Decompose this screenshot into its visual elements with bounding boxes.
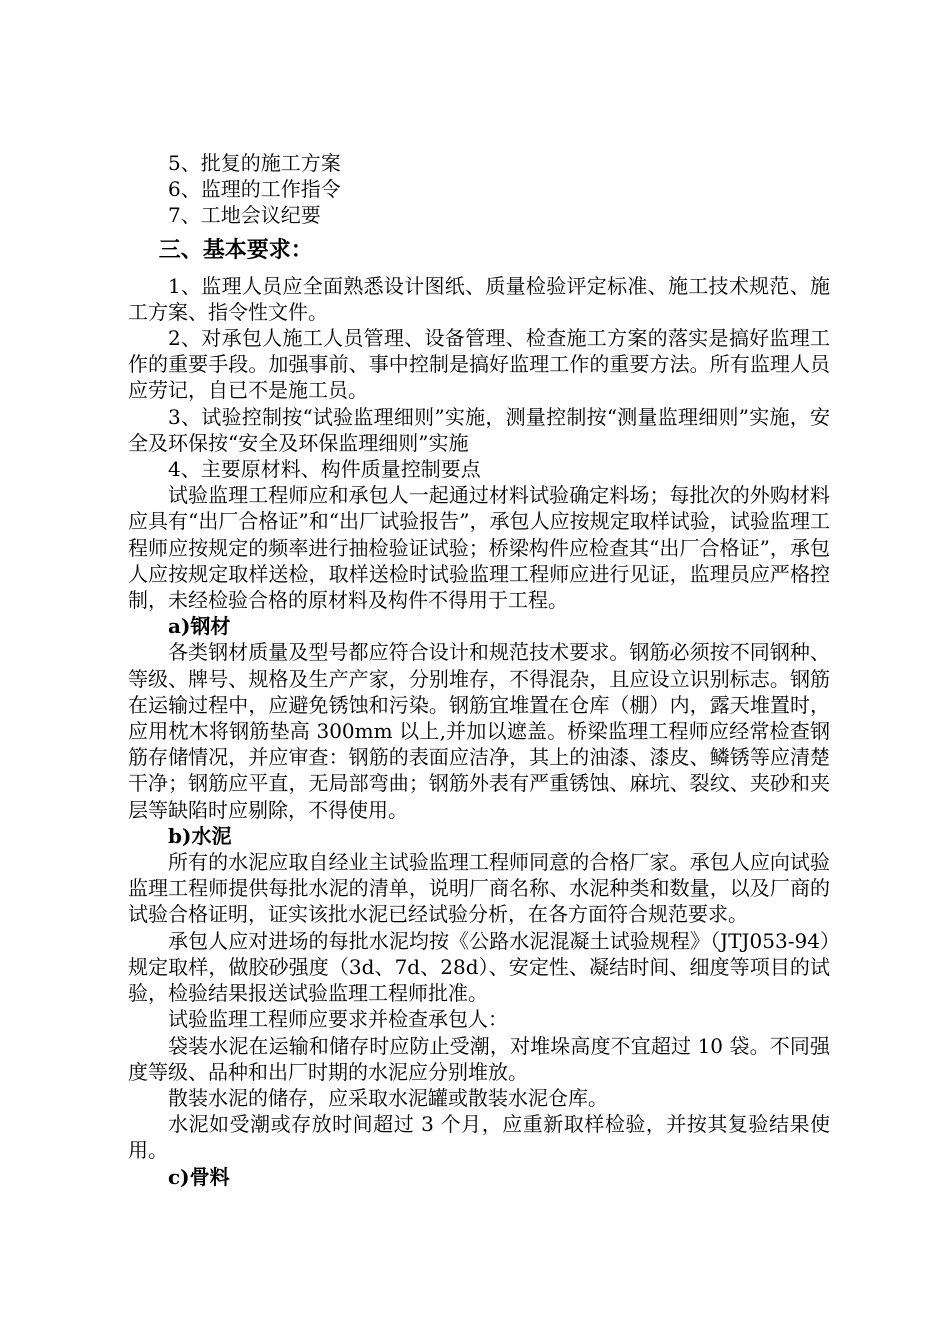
paragraph: 3、试验控制按“试验监理细则”实施，测量控制按“测量监理细则”实施，安全及环保按“安全及环保监理细则”实施 xyxy=(128,404,830,455)
paragraph: 试验监理工程师应和承包人一起通过材料试验确定料场；每批次的外购材料应具有“出厂合格证”和“出厂试验报告”，承包人应按规定取样试验，试验监理工程师应按规定的频率进行抽检验证试验；桥梁构件应检查其“出厂合格证”，承包人应按规定取样送检，取样送检时试验监理工程师应进行见证，监理员应严格控制，未经检验合格的原材料及构件不得用于工程。 xyxy=(128,483,830,613)
section-title: 三、基本要求： xyxy=(158,236,313,263)
paragraph: 试验监理工程师应要求并检查承包人： xyxy=(168,1007,508,1032)
subsection-heading-steel: a)钢材 xyxy=(168,614,231,639)
paragraph: 2、对承包人施工人员管理、设备管理、检查施工方案的落实是搞好监理工作的重要手段。加强事前、事中控制是搞好监理工作的重要方法。所有监理人员应劳记，自已不是施工员。 xyxy=(128,326,830,403)
paragraph: 4、主要原材料、构件质量控制要点 xyxy=(168,457,481,482)
subsection-heading-aggregate: c)骨料 xyxy=(168,1164,230,1189)
subsection-heading-cement: b)水泥 xyxy=(168,823,232,848)
paragraph: 水泥如受潮或存放时间超过 3 个月，应重新取样检验，并按其复验结果使用。 xyxy=(128,1112,830,1163)
paragraph: 所有的水泥应取自经业主试验监理工程师同意的合格厂家。承包人应向试验监理工程师提供每批水泥的清单，说明厂商名称、水泥种类和数量，以及厂商的试验合格证明，证实该批水泥已经试验分析，在各方面符合规范要求。 xyxy=(128,850,830,927)
paragraph: 袋装水泥在运输和储存时应防止受潮，对堆垛高度不宜超过 10 袋。不同强度等级、品种和出厂时期的水泥应分别堆放。 xyxy=(128,1033,830,1084)
paragraph: 1、监理人员应全面熟悉设计图纸、质量检验评定标准、施工技术规范、施工方案、指令性文件。 xyxy=(128,273,830,324)
paragraph: 散装水泥的储存，应采取水泥罐或散装水泥仓库。 xyxy=(168,1085,608,1110)
document-body xyxy=(128,150,830,1190)
list-item: 5、批复的施工方案 xyxy=(168,151,341,175)
list-item: 6、监理的工作指令 xyxy=(168,177,341,202)
paragraph: 各类钢材质量及型号都应符合设计和规范技术要求。钢筋必须按不同钢种、等级、牌号、规格及生产产家，分别堆存，不得混杂，且应设立识别标志。钢筋在运输过程中，应避免锈蚀和污染。钢筋宜堆置在仓库（棚）内，露天堆置时，应用枕木将钢筋垫高 300mm 以上,并加以遮盖。桥梁监理工程师应经常检查钢筋存储情况，并应审查：钢筋的表面应洁净，其上的油漆、漆皮、鳞锈等应清楚干净；钢筋应平直，无局部弯曲；钢筋外表有严重锈蚀、麻坑、裂纹、夹砂和夹层等缺陷时应剔除，不得使用。 xyxy=(128,640,830,822)
list-item: 7、工地会议纪要 xyxy=(168,203,321,228)
paragraph: 承包人应对进场的每批水泥均按《公路水泥混凝土试验规程》（JTJ053-94）规定取样，做胶砂强度（3d、7d、28d）、安定性、凝结时间、细度等项目的试验，检验结果报送试验监理工程师批准。 xyxy=(128,928,830,1006)
